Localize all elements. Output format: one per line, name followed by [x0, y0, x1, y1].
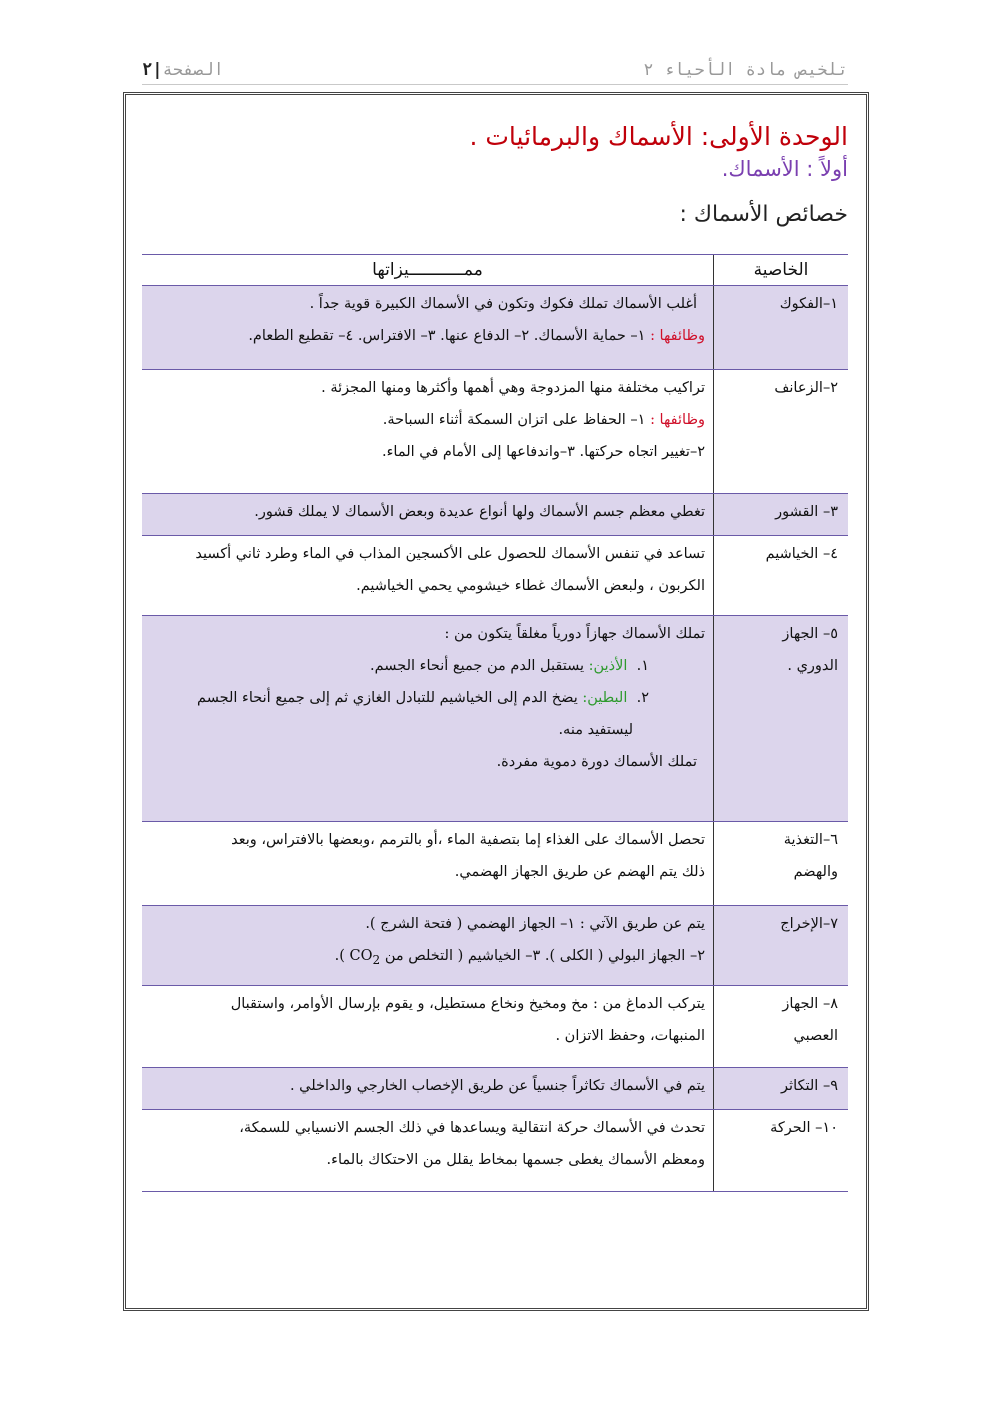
functions-text: ١– الحفاظ على اتزان السمكة أثناء السباحة. — [382, 412, 646, 428]
row-features — [142, 822, 714, 906]
header-divider — [142, 84, 848, 85]
functions-label: وظائفها : — [650, 328, 705, 344]
term-label: البطين: — [582, 690, 628, 706]
row-line: ذلك يتم الهضم عن طريق الجهاز الهضمي. — [454, 864, 705, 880]
row-line: ٢–تغيير اتجاه حركتها. ٣–واندفاعها إلى الأمام في الماء. — [381, 444, 705, 460]
chem-symbol: CO — [349, 948, 373, 964]
document-title: تلخيص مادة الأحياء ٢ — [643, 60, 848, 80]
row-line: يتم في الأسماك تكاثراً جنسياً عن طريق الإخصاب الخارجي والداخلي . — [289, 1078, 705, 1094]
page-content — [142, 110, 848, 1168]
row-features — [142, 536, 714, 616]
table-row — [142, 370, 848, 494]
page-number-value: ٢ — [142, 60, 153, 80]
row-line — [148, 940, 705, 976]
row-features — [142, 906, 714, 986]
fish-properties-table — [142, 254, 848, 1192]
unit-title: الوحدة الأولى: الأسماك والبرمائيات . — [469, 122, 848, 151]
row-property: ٩– التكاثر — [714, 1068, 849, 1110]
row-features — [142, 370, 714, 494]
row-line: تراكيب مختلفة منها المزدوجة وهي أهمها وأكثرها ومنها المجزئة . — [321, 380, 705, 396]
term-label: الأذين: — [588, 658, 628, 674]
row-line: المنبهات، وحفظ الاتزان . — [555, 1028, 705, 1044]
functions-label: وظائفها : — [650, 412, 705, 428]
row-line: تحصل الأسماك على الغذاء إما بتصفية الماء ،أو بالترمم ،وبعضها بالافتراس، وبعد — [231, 832, 705, 848]
property-line: ٨– الجهاز — [782, 996, 838, 1012]
table-row — [142, 822, 848, 906]
row-line: أغلب الأسماك تملك فكوك وتكون في الأسماك الكبيرة قوية جداً . — [309, 296, 697, 312]
table-header-row — [142, 255, 848, 286]
chem-subscript: 2 — [372, 952, 381, 967]
row-text: ٢– الجهاز البولي ( الكلى ). ٣– الخياشيم ( التخلص من — [384, 948, 705, 964]
row-line: ليستفيد منه. — [558, 722, 633, 738]
property-line: ٥– الجهاز — [782, 626, 838, 642]
list-number: ٢. — [636, 690, 649, 706]
row-property — [714, 986, 849, 1068]
table-row — [142, 616, 848, 822]
row-features — [142, 494, 714, 536]
header-property: الخاصية — [714, 255, 849, 286]
header-features: ممـــــــــــيزاتها — [142, 255, 714, 286]
row-line: ومعظم الأسماك يغطى جسمها بمخاط يقلل من الاحتكاك بالماء. — [326, 1152, 705, 1168]
functions-text: ١– حماية الأسماك. ٢– الدفاع عنها. ٣– الافتراس. ٤– تقطيع الطعام. — [248, 328, 646, 344]
term-text: يستقبل الدم من جميع أنحاء الجسم. — [370, 658, 585, 674]
co2-formula — [349, 948, 381, 967]
row-line: يتم عن طريق الآتي : ١– الجهاز الهضمي ( فتحة الشرج ). — [365, 916, 705, 932]
property-line: والهضم — [793, 864, 838, 880]
term-text: يضخ الدم إلى الخياشيم للتبادل الغازي ثم إلى جميع أنحاء الجسم — [197, 690, 578, 706]
row-features — [142, 986, 714, 1068]
table-row — [142, 286, 848, 370]
row-property: ٢–الزعانف — [714, 370, 849, 494]
row-line: تغطي معظم جسم الأسماك ولها أنواع عديدة وبعض الأسماك لا يملك قشور. — [254, 504, 705, 520]
row-line: الكربون ، ولبعض الأسماك غطاء خيشومي يحمي الخياشيم. — [356, 578, 705, 594]
table-row — [142, 536, 848, 616]
row-line: تساعد في تنفس الأسماك للحصول على الأكسجين المذاب في الماء وطرد ثاني أكسيد — [195, 546, 705, 562]
row-features — [142, 1068, 714, 1110]
table-row — [142, 906, 848, 986]
section-title: خصائص الأسماك : — [679, 202, 848, 227]
row-property — [714, 616, 849, 822]
page-label: الصفحة — [162, 60, 224, 80]
table-row — [142, 1110, 848, 1192]
row-property: ٤– الخياشيم — [714, 536, 849, 616]
row-property — [714, 822, 849, 906]
row-property: ٣– القشور — [714, 494, 849, 536]
row-property: ١–الفكوك — [714, 286, 849, 370]
row-features — [142, 286, 714, 370]
row-text: ). — [334, 948, 345, 964]
row-property: ١٠– الحركة — [714, 1110, 849, 1192]
row-property: ٧–الإخراج — [714, 906, 849, 986]
page-number: الصفحة|٢ — [142, 60, 224, 80]
table-row — [142, 494, 848, 536]
property-line: العصبي — [793, 1028, 838, 1044]
sub-title: أولاً : الأسماك. — [721, 157, 848, 181]
row-line: تملك الأسماك دورة دموية مفردة. — [496, 754, 697, 770]
row-features — [142, 616, 714, 822]
property-line: ٦–التغذية — [783, 832, 838, 848]
table-row — [142, 1068, 848, 1110]
list-number: ١. — [636, 658, 649, 674]
row-line: تحدث في الأسماك حركة انتقالية ويساعدها في ذلك الجسم الانسيابي للسمكة، — [239, 1120, 705, 1136]
table-row — [142, 986, 848, 1068]
page-header — [142, 56, 848, 84]
row-line: يتركب الدماغ من : مخ ومخيخ ونخاع مستطيل، و يقوم بإرسال الأوامر، واستقبال — [230, 996, 705, 1012]
row-line: تملك الأسماك جهازاً دورياً مغلقاً يتكون من : — [444, 626, 705, 642]
row-features — [142, 1110, 714, 1192]
property-line: الدوري . — [787, 658, 838, 674]
